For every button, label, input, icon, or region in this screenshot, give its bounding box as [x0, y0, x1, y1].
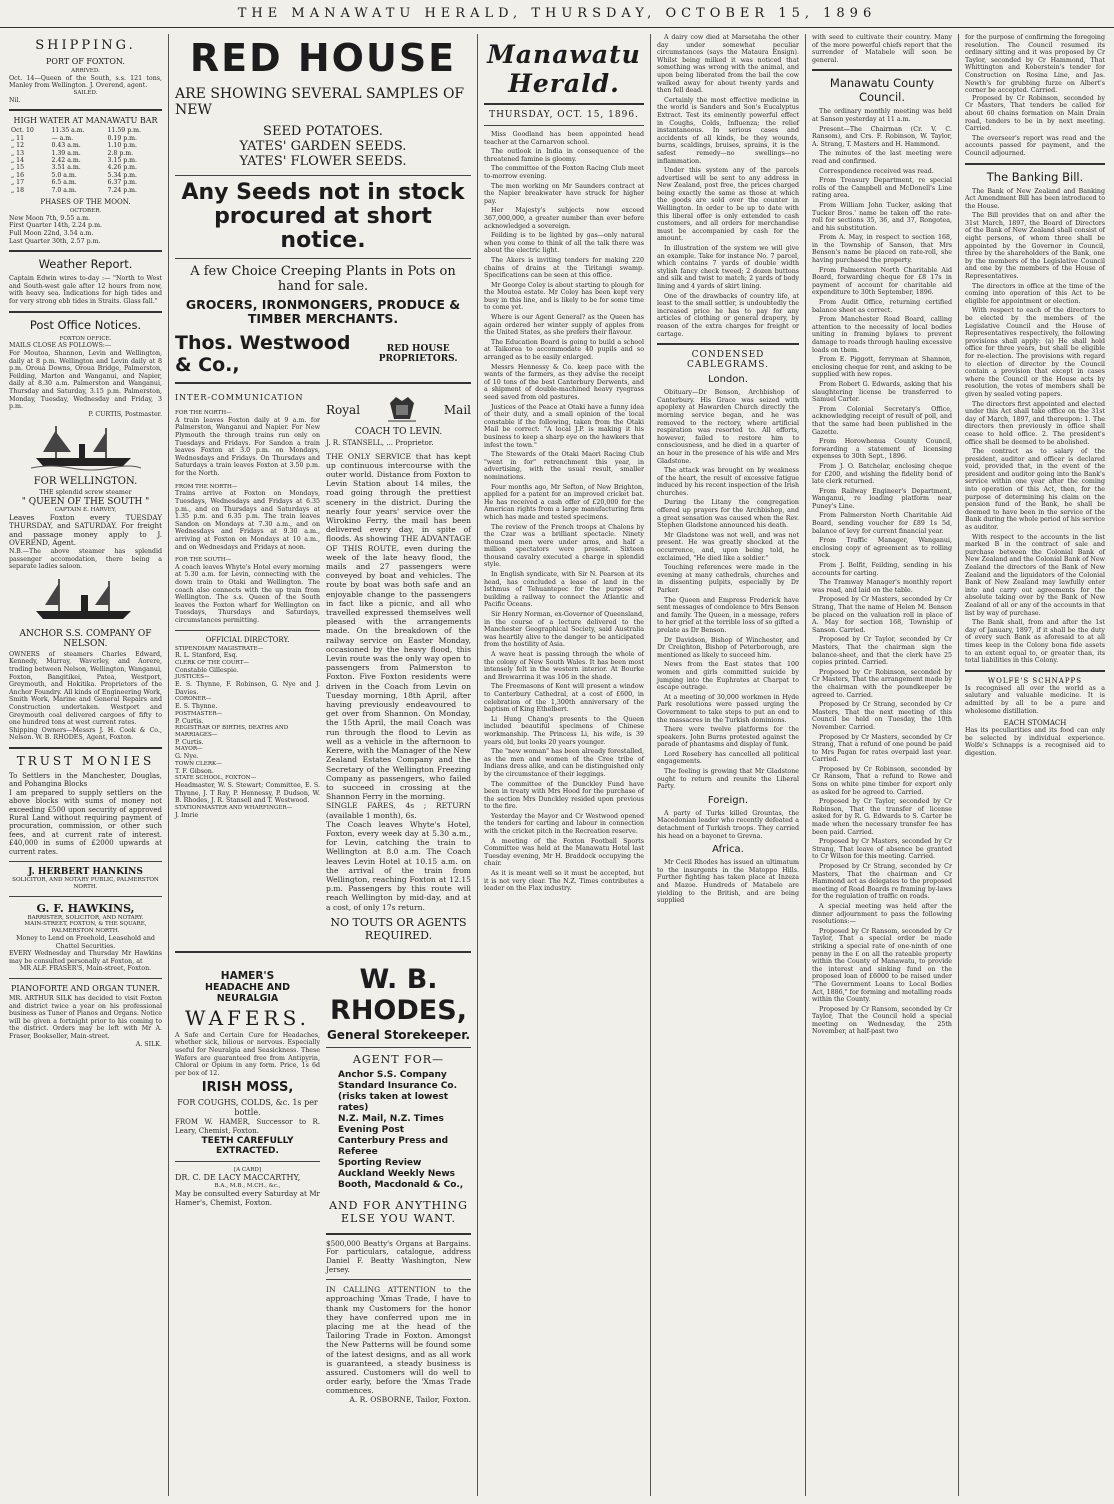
tide-cell: „ 16	[11, 171, 25, 179]
directory-label: CORONER—	[175, 696, 212, 703]
council-paragraph: From William John Tucker, asking that Tucker Bros.' name be taken off the rate-roll for sections 35, 36, and 37, Rongotea, and his substitution.	[812, 201, 952, 232]
from-north-text: Trains arrive at Foxton on Mondays, Tuesdays, Wednesdays and Fridays at 6.35 p.m., and on Thursdays and Saturdays at 1.35 p.m. and 6.35 p.m. The train leaves Sandon on Mondays at 7.30 a.m., and on Wednesdays and Fridays at 9.30 a.m., arriving at Foxton on Mondays at 10 a.m., and on Wednesdays and Fridays at noon.	[175, 490, 320, 551]
every-wednesday: EVERY Wednesday and Thursday Mr Hawkins may be consulted personally at Foxton, at	[9, 950, 162, 965]
teeth: TEETH CAREFULLY EXTRACTED.	[201, 1135, 294, 1156]
seed-line: YATES' GARDEN SEEDS.	[239, 139, 407, 154]
post-text: For Moutoa, Shannon, Levin and Wellington, daily at 8 p.m. Wellington and Levin daily at 8 p.m. Oroua Downs, Oroua Bridge, Palmerston, Feilding, Marton and Wanganui, and Napier, daily at 8.30 a.m. Palmerston and Wanganui, Thursday and Saturday, 3.15 p.m. Palmerston, Monday, Tuesday, Wednesday and Friday, 3 p.m.	[9, 349, 162, 411]
and-for-anything: AND FOR ANYTHING ELSE YOU WANT.	[329, 1198, 468, 1225]
agency-item: Booth, Macdonald & Co.,	[338, 1179, 464, 1190]
steamship-icon	[31, 575, 141, 625]
post-heading: Post Office Notices.	[29, 317, 142, 332]
news-paragraph: The committee of the Foxton Racing Club meet to-morrow evening.	[484, 165, 644, 180]
council-paragraph: Correspondence received was read.	[819, 167, 934, 175]
hankins-role: SOLICITOR, AND NOTARY PUBLIC, PALMERSTON NORTH.	[12, 877, 159, 890]
directory-value: Headmaster, W. S. Stewart; Committee, E. S. Thynne, J. T Ray, P. Hennessy, P. Dudson, W. B. Rhodes, J. R. Stansell and T. Westwood.	[175, 781, 320, 805]
moon-line: First Quarter 14th, 2.24 p.m.	[9, 222, 103, 230]
council-paragraph: From Traffic Manager, Wanganui, enclosing copy of agreement as to rolling stock.	[812, 537, 952, 560]
council-paragraph: Proposed by Cr Ransom, seconded by Cr Taylor, That the Council hold a special meeting on Wednesday, the 25th November, at half-past two	[812, 1005, 952, 1036]
steamer-intro: THE splendid screw steamer	[39, 489, 132, 497]
seed-line: YATES' FLOWER SEEDS.	[239, 154, 407, 169]
piano-sign: A. SILK.	[135, 1040, 162, 1048]
dr-text: May be consulted every Saturday at Mr Hamer's, Chemist, Foxton.	[175, 1189, 320, 1207]
council-paragraph: Proposed by Cr Robinson, seconded by Cr Masters, That the arrangement made by the chairman with the poundkeeper be agreed to. Carried.	[812, 668, 952, 699]
tide-cell: Oct. 10	[11, 127, 34, 135]
column-rule	[805, 34, 806, 1496]
council-paragraph: Proposed by Cr Masters, seconded by Cr Strang, That a refund of one pound be paid to Mrs Pagan for rates overpaid last year. Carried.	[812, 733, 952, 764]
agent-for: AGENT FOR—	[352, 1052, 445, 1066]
directory-value: R. L. Stanford, Esq.	[175, 652, 238, 660]
hamer-text: A Safe and Certain Cure for Headaches, whether sick, bilious or nervous. Especially useful for Neuralgia and Seasickness. These Wafers are guaranteed free from Antipyrin, Chloral or Opium in any form. Price, 1s 6d per box of 12.	[175, 1031, 320, 1077]
cable-paragraph: The feeling is growing that Mr Gladstone ought to return and reunite the Liberal Party.	[657, 768, 799, 791]
column-editorial	[479, 34, 649, 1496]
council-paragraph: From Railway Engineer's Department, Wanganui, re loading platform near Puney's Line.	[812, 487, 952, 510]
council-continued-paragraphs	[965, 95, 1105, 158]
dr-degrees: B.A., M.B., M.CH., &c.,	[214, 1183, 281, 1190]
column-rule	[168, 34, 169, 1496]
tide-cell: 11.59 p.m.	[107, 127, 141, 135]
news-paragraph: Four months ago, Mr Sefton, of New Brighton, applied for a patent for an improved cricket bat. He has received a cash offer of £20,000 for the American rights from a large manufacturing firm which has made and tested specimens.	[484, 483, 644, 521]
tide-cell: 3.51 a.m.	[51, 164, 81, 172]
news-paragraph: Yesterday the Mayor and Cr Westwood opened the tenders for carting and labour in connection with the cricket pitch in the Recreation reserve.	[484, 812, 644, 836]
tide-row	[9, 150, 162, 157]
trust-text: I am prepared to supply settlers on the above blocks with sums of money not exceeding £500 upon security of approved Rural Land without requiring payment of procuration, commission, or other such fees, and at current rate of interest. £40,000 in sums of £2000 upwards at current rates.	[9, 788, 162, 856]
cablegrams-heading: CONDENSED CABLEGRAMS.	[687, 350, 769, 371]
wolfe-text: Is recognised all over the world as a salutary and valuable medicine. It is admitted by all to be a pure and wholesome distillation.	[965, 684, 1105, 715]
council-paragraph: The ordinary monthly meeting was held at Sanson yesterday at 11 a.m.	[812, 108, 952, 123]
tide-cell: 2.42 a.m.	[51, 157, 81, 164]
tide-row	[9, 172, 162, 179]
tide-row	[9, 135, 162, 142]
news-paragraph: The men working on Mr Saunders contract at the Napier breakwater have struck for higher pay.	[484, 182, 644, 205]
steamer-text: Leaves Foxton every TUESDAY THURSDAY, and SATURDAY. For freight and passage money apply to J. OVEREND, Agent.	[9, 512, 162, 548]
column-rule	[477, 34, 478, 1496]
captain: CAPTAIN E. HARVEY,	[54, 506, 117, 513]
news-paragraph: The review of the French troops at Chalons by the Czar was a brilliant spectacle. Ninety thousand men were under arms, and half a million spectators were present. Sixteen thousand cavalry executed a charge in splendid style.	[484, 523, 644, 569]
council-paragraph: From Robert G. Edwards, asking that his slaughtering license be transferred to Samuel Carter.	[812, 380, 952, 404]
agency-item: Standard Insurance Co. (risks taken at lowest rates)	[338, 1080, 458, 1113]
tide-cell: „ 12	[11, 142, 25, 150]
tide-row	[9, 157, 162, 164]
council-paragraph: The minutes of the last meeting were read and confirmed.	[812, 150, 952, 165]
tide-cell: „ 15	[11, 164, 25, 172]
cable-paragraph: Lord Rosebery has cancelled all political engagements.	[657, 750, 799, 766]
news-paragraph: The committee of the Dunckley Fund have been in treaty with Mrs Hood for the purchase of the section Mrs Dunckley resided upon previous to the fire.	[484, 780, 644, 811]
mails-close: MAILS CLOSE AS FOLLOWS:—	[9, 342, 112, 350]
north-text: A train leaves Foxton daily at 9 a.m. for Palmerston, Wanganui and Napier. For New Plymouth the through trains run only on Tuesdays and Fridays. For Sandon a train leaves Foxton at 3.0 p.m. on Mondays, Wednesdays and Fridays. On Thursdays and Saturdays a train leaves Foxton at 3.50 p.m. for the North.	[175, 416, 320, 477]
column-advertisements	[170, 34, 476, 1496]
council-paragraph: From Audit Office, returning certified balance sheet as correct.	[812, 299, 952, 314]
column-news	[652, 34, 804, 1496]
each-stomach: EACH STOMACH	[1003, 719, 1067, 728]
shipping-heading: SHIPPING.	[35, 38, 136, 53]
hawkins-role: BARRISTER, SOLICITOR, AND NOTARY.	[27, 914, 144, 921]
irish-moss: IRISH MOSS,	[201, 1080, 294, 1096]
banking-paragraph: The directors first appointed and elected under this Act shall take office on the 31st day of March, 1897, and thereupon: 1. The directors then previously in office shall cease to hold office. 2. The president's office shall be deemed to be abolished.	[965, 400, 1105, 446]
arrived-text: Oct. 14—Queen of the South, s.s. 121 tons, Manley from Wellington. J. Overend, agent.	[9, 74, 162, 90]
column-council	[807, 34, 957, 1496]
piano-heading: PIANOFORTE AND ORGAN TUNER.	[10, 984, 161, 993]
news-paragraph: Mr George Coley is about starting to plough for the Moutoa estate. Mr Coley has been kept very busy in this line, and is likely to be for some time to come yet.	[484, 281, 644, 312]
cable-paragraph: There were twelve platforms for the speakers. John Burns protested against the parade of phantasms and display of funk.	[657, 726, 799, 749]
weather-text: Captain Edwin wires to-day :— "North to West and South-west gale after 12 hours from now, with heavy sea. Indications for high tides and for very strong ebb tides in Straits. Glass fall."	[9, 275, 162, 305]
council-paragraph: Proposed by Cr Strang, seconded by Cr Masters, That the next meeting of this Council be held on Tuesday, the 10th November. Carried.	[812, 701, 952, 731]
post-office: FOXTON OFFICE.	[59, 335, 112, 342]
anchor-owners: Shipping Owners—Messrs J. H. Cook & Co., Nelson. W. B. RHODES, Agent, Foxton.	[9, 726, 162, 742]
news-paragraph: The Stewards of the Otaki Maori Racing Club "went in for" retrenchment this year, in advertising, with the usual result, smaller nominations.	[484, 451, 644, 481]
grocers: GROCERS, IRONMONGERS, PRODUCE & TIMBER MERCHANTS.	[185, 297, 461, 326]
steamship-icon	[31, 422, 141, 472]
paper-title: Manawatu Herald.	[487, 40, 641, 98]
tide-cell: 0.43 a.m.	[51, 142, 81, 150]
card-label: [A CARD]	[233, 1166, 262, 1173]
tide-cell: 4.26 p.m.	[107, 164, 138, 172]
tide-table	[9, 127, 162, 194]
directory-label: STATE SCHOOL, FOXTON—	[175, 775, 257, 782]
tide-cell: 3.15 p.m.	[107, 157, 138, 164]
south-text: A coach leaves Whyte's Hotel every morning at 5.30 a.m. for Levin, connecting with the down train to Otaki and Wellington. The coach also connects with the up train from Wellington. The s.s. Queen of the South leaves the Foxton wharf for Wellington on Tuesdays, Thursdays and Saturdays, circumstances permitting.	[175, 563, 320, 625]
news-paragraph: A wave heat is passing through the whole of the colony of New South Wales. It has been most intensely felt in the western interior. At Bourke and Brewarrina it was 106 in the shade.	[484, 651, 644, 681]
council-paragraph: From Horowhenua County Council, forwarding a statement of licensing expenses to 30th Sept., 1896.	[812, 438, 952, 461]
news-paragraph: Her Majesty's subjects now exceed 367,000,000, a greater number than ever before acknowledged a sovereign.	[484, 207, 644, 230]
council-paragraph: From J. O. Batchelar, enclosing cheque for £200, and wishing the fidelity bond of late clerk returned.	[812, 462, 952, 486]
trust-heading: TRUST MONIES	[16, 753, 155, 768]
mail-label: Mail	[443, 403, 471, 417]
council-paragraph: Proposed by Cr Taylor, seconded by Cr Robinson, That the transfer of license asked for by R. G. Edwards to S. Carter be made when the necessary transfer fee has been paid. Carried.	[812, 798, 952, 836]
moon-line: New Moon 7th, 9.55 a.m.	[9, 214, 91, 222]
moon-lines	[9, 215, 162, 245]
council-paragraph: Proposed by Cr Robinson, seconded by Cr Masters, That tenders be called for about 60 chains formation on Main Drain road, tenders to be in by next meeting. Carried.	[965, 94, 1105, 133]
cable-paragraph: The attack was brought on by weakness of the heart, the result of excessive fatigue induced by his recent inspection of the Irish churches.	[657, 467, 799, 497]
directory-heading: OFFICIAL DIRECTORY.	[205, 635, 290, 644]
news-paragraph: The Freemasons of Kent will present a window to Canterbury Cathedral, at a cost of £600, in celebration of the 1,300th anniversary of the baptism of King Ethelbert.	[484, 683, 644, 714]
news-paragraph: The outlook in India in consequence of the threatened famine is gloomy.	[484, 148, 644, 163]
agency-item: Anchor S.S. Company	[338, 1069, 447, 1080]
sailed-label: SAILED.	[73, 89, 98, 96]
news-paragraphs	[657, 34, 799, 338]
news-paragraph: The Akers is inviting tenders for making 220 chains of drains at the Tiritangi swamp. Specifications can be seen at this office.	[484, 256, 644, 280]
tide-cell: 6.5 a.m.	[51, 179, 77, 187]
sailed-text: Nil.	[9, 96, 21, 104]
rhodes-title: W. B. RHODES,	[330, 963, 467, 1026]
directory-label: CLERK OF THE COURT—	[175, 660, 249, 667]
for-north-label: FOR THE NORTH—	[175, 410, 232, 416]
council-paragraph: From Colonial Secretary's Office, acknowledging receipt of result of poll, and that the same had been published in the Gazette.	[812, 405, 952, 436]
from-north-label: FROM THE NORTH—	[175, 483, 238, 490]
news-paragraph: Feilding is to be lighted by gas—only natural when you come to think of all the talk there was about the electric light.	[484, 232, 644, 255]
anchor-text: OWNERS of steamers Charles Edward, Kennedy, Murray, Waverley, and Aorere, trading between Nelson, Wellington, Wanganui, Foxton, Bangitikei, Patea, Westport, Greymouth, and Hokitika. Proprietors of the Anchor Foundry. All kinds of Engineering Work, Smith Work, Marine and General Repairs and Construction undertaken. Westport and Greymouth coal delivered cargoes of fifty to one hundred tons at west current rates.	[9, 650, 162, 727]
hamer-from: FROM W. HAMER, Successor to R. Leary, Chemist, Foxton.	[175, 1118, 320, 1135]
each-text: Has its peculiarities and its food can only be selected by individual experience. Wolfe's Schnapps is a recognised aid to digestion.	[965, 727, 1105, 757]
tide-cell: „ 17	[11, 179, 25, 187]
news-paragraph: Justices of the Peace at Otaki have a funny idea of their duty, and a small opinion of the local constable if the following, taken from the Otaki Mail be correct: "A local J.P. is making it his business to keep a sharp eye on the hawkers that infest the town."	[484, 403, 644, 449]
hankins-name: J. HERBERT HANKINS	[28, 867, 143, 878]
banking-paragraph: With respect to each of the directors to be elected by the members of the Legislative Council and the House of Representatives respectively, the following provisions shall apply: (a) He shall hold office for three years, but shall be eligible for re-election. The provisions with regard to election of director by the Council contain a provision that except in cases where the Council or the House acts by resolution, the votes of members shall be given by sealed voting papers.	[965, 307, 1105, 398]
steamer-nb: N.B.—The above steamer has splendid passenger accomodation, there being a separate ladies saloon.	[9, 548, 162, 571]
directory-value: P. Curtis.	[175, 738, 204, 746]
royal-mail-header	[326, 395, 471, 425]
banking-paragraph: The Bank of New Zealand and Banking Act Amendment Bill has been introduced to the House.	[965, 187, 1105, 210]
directory-value: E. S. Thynne, F. Robinson, G. Nye and J. Davies.	[175, 681, 320, 696]
local-news	[484, 131, 644, 893]
tide-cell: 11.35 a.m.	[51, 127, 85, 135]
tide-cell: 6.37 p.m.	[107, 179, 138, 187]
news-paragraph: The Education Board is going to build a school at Taikorea to accommodate 40 pupils and so arranged as to be easily enlarged.	[484, 338, 644, 362]
council-continued: for the purpose of confirming the foregoing resolution. The Council resumed its ordinary sitting and it was proposed by Cr Taylor, seconded by Cr Hammond, That Whittington and Koberstein's tender for Construction on Rosina Line, and Jas. Newth's for grubbing furze on Albert's corner be accepted. Carried.	[965, 34, 1105, 95]
council-heading: Manawatu County Council.	[829, 76, 935, 105]
council-paragraph: Proposed by Cr Ransom, seconded by Cr Taylor, That a special order be made striking a special rate of one-ninth of one penny in the £ on all the rateable property within the County of Manawatu, to provide the interest and sinking fund on the proposed loan of £6000 to be raised under "The Government Loans to Local Bodies Act, 1886," for forming and metalling roads within the County.	[812, 927, 952, 1004]
any-seeds: Any Seeds not in stock procured at short notice.	[181, 180, 465, 253]
news-paragraph: In English syndicate, with Sir N. Pearson at its head, has concluded a lease of land in the Isthmus of Tehuantepec for the purpose of building a railway to connect the Atlantic and Pacific Oceans.	[484, 571, 644, 609]
tide-cell: 7.24 p.m.	[107, 186, 138, 194]
foreign-heading: Foreign.	[707, 794, 749, 806]
directory-value: P. Curtis.	[175, 717, 204, 725]
seed-line: SEED POTATOES.	[263, 124, 383, 139]
directory-label: STATIONMASTER AND WHARFINGER—	[175, 804, 293, 811]
agency-item: N.Z. Mail, N.Z. Times	[338, 1113, 444, 1124]
agency-item: Sporting Review	[338, 1157, 422, 1168]
directory-value: J. Imrie	[175, 811, 199, 819]
piano-text: MR. ARTHUR SILK has decided to visit Foxton and district twice a year on his professional business as Tuner of Pianos and Organs. Notice will be given a fortnight prior to his coming to the district. Orders may be left with Mr A. Fraser, Bookseller, Main-street.	[9, 995, 163, 1040]
news-paragraph: As it is meant well so it must be accepted, but it is not very clear. The N.Z. Times contributes a leader on the Flax industry.	[484, 870, 644, 893]
council-paragraph: From Treasury Department, re special rolls of the Campbell and McDonell's Line rating area.	[812, 177, 952, 200]
agency-list	[326, 1070, 471, 1191]
moon-line: Last Quarter 30th, 2.57 p.m.	[9, 237, 101, 245]
osborne-text: IN CALLING ATTENTION to the approaching 'Xmas Trade, I have to thank my Customers for the honor they have conferred upon me in placing me at the head of the Tailoring Trade in Foxton. Amongst the New Patterns will be found some of the latest designs, and as all work is guaranteed, a steady business is assured. Customers will do well to order early, before the 'Xmas Trade commences.	[326, 1285, 471, 1396]
wolfe-title: WOLFE'S SCHNAPPS	[987, 676, 1083, 685]
westwood-name: Thos. Westwood & Co.,	[175, 332, 351, 376]
africa-heading: Africa.	[712, 844, 744, 856]
agency-item: Auckland Weekly News	[338, 1168, 456, 1179]
directory-value: T. F. Gibson.	[175, 767, 214, 775]
council-paragraph: The Tramway Manager's monthly report was read, and laid on the table.	[812, 579, 952, 594]
council-paragraph: Proposed by Cr Robinson, seconded by Cr Ransom, That a refund to Rowe and Sons on white pine timber for export only as asked for be agreed to. Carried.	[812, 765, 952, 796]
directory-value: Constable Gillespie.	[175, 666, 239, 674]
council-paragraph: Proposed by Cr Masters, seconded by Cr Strang, That leave of absence be granted to Cr Wilson for this meeting. Carried.	[812, 838, 952, 861]
tide-cell: „ 13	[11, 149, 25, 157]
directory-label: STIPENDIARY MAGISTRATE—	[175, 645, 264, 652]
tide-row	[9, 164, 162, 171]
inter-heading: INTER-COMMUNICATION	[175, 393, 304, 402]
tide-cell: — a.m.	[51, 134, 74, 142]
weather-heading: Weather Report.	[38, 257, 133, 272]
tide-cell: 0.19 p.m.	[107, 134, 138, 142]
official-directory	[175, 646, 320, 819]
directory-label: JUSTICES—	[175, 674, 210, 681]
wafers-title: WAFERS.	[185, 1005, 310, 1030]
anchor-heading: ANCHOR S.S. COMPANY OF NELSON.	[19, 628, 152, 649]
cable-paragraph: News from the East states that 100 women and girls committed suicide by jumping into the Euphrates at Charpat to escape outrage.	[657, 661, 799, 692]
steamer-name: " QUEEN OF THE SOUTH "	[21, 496, 150, 507]
tide-row	[9, 187, 162, 194]
dr-name: DR. C. DE LACY MACCARTHY,	[175, 1173, 301, 1183]
tide-row	[9, 127, 162, 134]
council-paragraph: Proposed by Cr Taylor, seconded by Cr Masters, That the chairman sign the balance-sheet, and that the clerk have 25 copies printed. Carried.	[812, 636, 952, 667]
news-paragraph: Under this system any of the parcels advertised will be sent to any address in New Zealand, post free, the prices charged being exactly the same as those at which the goods are sold over the counter in Wellington. In order to be up to date with this liberal offer is only extended to cash customers, and all orders for merchandise must be accompanied by cash for the amount.	[657, 167, 799, 243]
news-paragraph: Li Hung Chang's presents to the Queen included beautiful specimens of Chinese workmanship. The Princess Li, his wife, is 39 years old, but looks 20 years younger.	[484, 715, 644, 746]
banking-paragraph: The contract as to salary of the president, auditor and officer is declared void, provided that, in the event of the president and auditor going into the Bank's service within one year after the coming into operation of this Act, then, for the purpose of determining his claim on the pension fund of the Bank, he shall be deemed to have been in the service of the Bank during the whole period of his service as auditor.	[965, 448, 1105, 532]
tide-cell: „ 18	[11, 186, 25, 194]
hamer-title: HAMER'S	[220, 969, 275, 982]
council-paragraph: Present—The Chairman (Cr. V. C. Ransom), and Crs. F. Robinson, W. Taylor, A. Strang, T. Masters and H. Hammond.	[812, 125, 952, 148]
news-paragraph: A meeting of the Foxton Football Sports Committee was held at the Manawatu Hotel last Tuesday evening, Mr H. Braddock occupying the chair.	[484, 837, 644, 868]
fares: SINGLE FARES, 4s ; RETURN (available 1 month), 6s.	[326, 801, 471, 820]
coach-text: THE ONLY SERVICE that has kept up continuous intercourse with the outer world. Distance from Foxton to Levin Station about 14 miles, the road going through the prettiest scenery in the district. During the nearly four years' service over the Wirokino Ferry, the mail has been delivered every day, in spite of floods. As showing THE ADVANTAGE OF THIS ROUTE, even during the week of the late heavy flood, the mails and 27 passengers were conveyed by boat and vehicles. The route by boat was both safe and an enjoyable change to the passengers in fact like a picnic, and all who travelled expressed themselves well pleased with the arrangements made. On the breakdown of the railway service on Easter Monday, occasioned by the heavy flood, this Levin route was the only way open to passengers from Palmerston to Foxton. Five Foxton residents were driven in the Coach from Levin on Tuesday morning, 18th April, after having previously endeavoured to get over from Shannon. On Monday, the 15th April, the mail Coach was run through the flood to Levin as well as a vehicle in the afternoon to Kerere, with the Manager of the New Zealand Estates Company and the Secretary of the Wellington Freezing Company as passengers, who failed to succeed in crossing at the Shannon Ferry in the morning.	[326, 451, 471, 802]
fraser: MR ALF. FRASER'S, Main-street, Foxton.	[19, 965, 152, 973]
agency-item: Evening Post	[338, 1124, 405, 1135]
news-paragraph: A dairy cow died at Marsetaha the other day under somewhat peculiar circumstances (says the Mataura Ensign). Whilst being milked it was noticed that something was wrong with the animal, and upon being liberated from the bail the cow walked away for about twenty yards and then fell dead.	[657, 34, 799, 95]
coach-text-2: The Coach leaves Whyte's Hotel, Foxton, every week day at 5.30 a.m., for Levin, catching the train to Wellington at 8.0 a.m. The Coach leaves Levin Hotel at 10.15 a.m. on the arrival of the train from Wellington, reaching Foxton at 12.15 p.m. Passengers by this route will reach Wellington by mid-day, and at a cost, of only 17s return.	[326, 819, 471, 912]
high-water-heading: HIGH WATER AT MANAWATU BAR	[13, 116, 158, 126]
tide-cell: „ 11	[11, 134, 25, 142]
directory-label: MAYOR—	[175, 746, 203, 753]
news-paragraph: Where is our Agent General? as the Queen has again ordered her winter supply of apples from the United States, as she prefers their flavour.	[484, 314, 644, 337]
cable-paragraph: Touching references were made in the evening at many cathedrals, churches and in dissenting pulpits, especially by Dr Parker.	[657, 564, 799, 594]
port-heading: PORT OF FOXTON.	[46, 57, 125, 66]
news-paragraph: Miss Goodland has been appointed head teacher at the Carnarvon school.	[484, 131, 644, 146]
news-paragraph: One of the drawbacks of country life, at least to the small settler, is undoubtedly the increased price he has to pay for any articles of clothing or general drapery, by reason of the extra charges for freight or cartage.	[657, 292, 799, 338]
irish-for: FOR COUGHS, COLDS, &c. 1s per bottle.	[177, 1098, 318, 1118]
council-paragraph: From Manchester Road Board, calling attention to the necessity of local bodies uniting in framing bylaws to prevent damage to roads through hauling excessive loads on them.	[812, 316, 952, 354]
moon-line: Full Moon 22nd, 3.54 a.m.	[9, 230, 94, 238]
news-paragraph: In illustration of the system we will give an example. Take for instance No. 7 parcel, which contains 7 yards of double width stylish fancy check tweed; 2 dozen buttons and silk and twist to match; 2 yards of body lining and 4 yards of skirt lining.	[657, 245, 799, 290]
banking-paragraph: The Bank shall, from and after the 1st day of January, 1897, if it shall be the duty of every such Bank as aforesaid to at all times keep in the Colony bona fide assets to an extent equal to, or greater than, its total liabilities in this Colony.	[965, 619, 1105, 665]
cable-paragraph: Mr Gladstone was not well, and was not present. He was greatly shocked at the occurrence, and, upon being told, he exclaimed, "He died like a soldier."	[657, 531, 799, 562]
agency-item: Canterbury Press and Referee	[338, 1135, 449, 1157]
moon-month: OCTOBER.	[69, 208, 102, 215]
showing-text: ARE SHOWING SEVERAL SAMPLES OF NEW	[175, 86, 465, 118]
storekeeper: General Storekeeper.	[326, 1027, 471, 1042]
post-sign: P. CURTIS, Postmaster.	[88, 410, 162, 418]
hamer-sub: HEADACHE AND NEURALGIA	[205, 981, 290, 1004]
tide-row	[9, 179, 162, 186]
no-touts: NO TOUTS OR AGENTS REQUIRED.	[330, 915, 467, 942]
directory-label: TOWN CLERK—	[175, 760, 222, 767]
stansell: J. R. STANSELL, ... Proprietor.	[326, 439, 434, 447]
cable-paragraph: Obituary—Dr Benson, Archbishop of Canterbury. His Grace was seized with apoplexy at Hawarden Church directly the morning service began, and he was removed to the rectory, where artificial respiration was resorted to. All efforts, however, failed to restore him to consciousness, and he died in a quarter of an hour in the presence of his wife and Mrs Gladstone.	[657, 389, 799, 465]
matabele-text: with seed to cultivate their country. Many of the more powerful chiefs report that the surrender of Matabele will soon be general.	[812, 34, 952, 64]
directory-value: E. S. Thynne.	[175, 703, 218, 711]
cable-paragraph: The Queen and Empress Frederick have sent messages of condolence to Mrs Benson and family. The Queen, in a message, refers to her grief at the terrible loss of so gifted a prelate as Dr Benson.	[657, 596, 799, 634]
hawkins-name: G. F. HAWKINS,	[36, 901, 135, 915]
westwood-block	[175, 332, 471, 376]
hawkins-addr: MAIN-STREET, FOXTON, & THE SQUARE, PALMERSTON NORTH.	[24, 921, 147, 935]
cable-paragraph: During the Litany the congregation offered up prayers for the Archbishop, and a great sensation was caused when the Rev. Stephen Gladstone announced his death.	[657, 499, 799, 530]
tide-cell: 1.39 a.m.	[51, 149, 81, 157]
council-paragraph: From Palmerston North Charitable Aid Board, sending voucher for £89 1s 5d, balance of levy for current financial year.	[812, 512, 952, 535]
masthead: THE MANAWATU HERALD, THURSDAY, OCTOBER 15, 1896	[0, 6, 1114, 28]
for-south-label: FOR THE SOUTH—	[175, 557, 232, 564]
royal-crest-icon	[384, 395, 420, 425]
news-paragraph: The "new woman" has been already forestalled, as the men and women of the Cree tribe of Indians dress alike, and can be distinguished only by the circumstance of their leggings.	[484, 748, 644, 778]
column-shipping	[4, 34, 167, 1496]
arrived-label: ARRIVED.	[71, 68, 100, 74]
council-paragraph: From E. Piggott, ferryman at Shannon, enclosing cheque for rent, and asking to be supplied with new ropes.	[812, 356, 952, 379]
westwood-prop: RED HOUSE PROPRIETORS.	[378, 344, 458, 364]
banking-paragraphs	[965, 188, 1105, 665]
africa-text: Mr Cecil Rhodes has issued an ultimatum to the insurgents in the Matoppo Hills. Further fighting has taken place at Inzeza and Mazoe. Hundreds of Matabele are yielding to the British, and are being supplied	[657, 859, 799, 905]
council-paragraph: From Palmerston North Charitable Aid Board, forwarding cheque for £8 17s in payment of account for charitable aid expenditure to 30th September, 1896.	[812, 266, 952, 297]
cable-paragraph: At a meeting of 30,000 workmen in Hyde Park resolutions were passed urging the Government to take steps to put an end to the massacres in the Turkish dominions.	[657, 693, 799, 724]
organs-ad: $500,000 Beatty's Organs at Bargains. For particulars, catalogue, address Daniel F. Beatty Washington, New Jersey.	[326, 1238, 471, 1274]
moon-heading: PHASES OF THE MOON.	[40, 198, 131, 207]
news-paragraph: Sir Henry Norman, ex-Governor of Queensland, in the course of a lecture delivered to the Manchester Geographical Society, said Australia was heartily alive to the danger to be anticipated from the hostility of Asia.	[484, 611, 644, 649]
column-banking	[960, 34, 1110, 1496]
for-wellington: FOR WELLINGTON.	[33, 476, 138, 488]
tide-cell: „ 14	[11, 157, 25, 164]
banking-heading: The Banking Bill.	[986, 169, 1084, 184]
issue-date: THURSDAY, OCT. 15, 1896.	[489, 110, 639, 120]
column-rule	[958, 34, 959, 1496]
directory-label: REGISTRAR OF BIRTHS, DEATHS AND MARRIAGES—	[175, 725, 289, 738]
council-paragraphs	[812, 108, 952, 1036]
cable-paragraphs	[657, 389, 799, 791]
tide-cell: 5.0 a.m.	[51, 171, 77, 179]
creeping-plants: A few Choice Creeping Plants in Pots on hand for sale.	[190, 264, 456, 294]
council-paragraph: A special meeting was held after the dinner adjournment to pass the following resolutions:—	[812, 902, 952, 926]
tide-cell: 1.10 p.m.	[107, 142, 138, 150]
banking-paragraph: The directors in office at the time of the coming into operation of this Act to be eligible for appointment or election.	[965, 282, 1105, 305]
london-heading: London.	[708, 374, 748, 386]
tide-cell: 5.34 p.m.	[107, 171, 138, 179]
royal-label: Royal	[326, 403, 361, 417]
directory-label: POSTMASTER—	[175, 710, 223, 717]
news-paragraph: Certainly the most effective medicine in the world is Sanders and Son's Eucalyptus Extract. Test its eminently powerful effect in Coughs, Colds, Influenza; the relief instantaneous. In serious cases and accidents of all kinds, be they wounds, burns, scaldings, bruises, sprains, it is the safest remedy—no swellings—no inflammation.	[657, 96, 799, 165]
column-rule	[650, 34, 651, 1496]
foreign-text: A party of Turks killed Grountas, the Macedonian leader who recently defeated a detachment of Turkish troops. They carried his head on a bayonet to Grevna.	[657, 809, 799, 840]
tide-cell: 7.0 a.m.	[51, 186, 77, 194]
council-paragraph: The overseer's report was read and the accounts passed for payment, and the Council adjourned.	[965, 134, 1105, 157]
news-paragraph: Messrs Hennessy & Co. keep pace with the wants of the farmers, as they advise the receipt of 10 tons of the best Canterbury Derwents, and a shipment of double-machined heavy ryegrass seed saved from old pastures.	[484, 363, 644, 401]
tide-row	[9, 142, 162, 149]
banking-paragraph: With respect to the accounts in the list marked B in the contract of sale and purchase between the Colonial Bank of New Zealand and the Colonial Bank of New Zealand the directors of the Bank of New Zealand and the liquidators of the Colonial Bank of New Zealand may lawfully enter into and carry out agreements for the absolute taking over by the Bank of New Zealand of all or any of the accounts in that list by way of purchase.	[965, 533, 1105, 617]
coach-title: COACH TO LEVIN.	[354, 427, 443, 437]
council-paragraph: From J. Belfit, Feilding, sending in his accounts for carting.	[812, 562, 952, 577]
hawkins-text: Money to Lend on Freehold, Leasehold and Chattel Securities.	[16, 935, 155, 950]
council-paragraph: Proposed by Cr Strang, seconded by Cr Masters, That the chairman and Cr Hammond act as delegates to the proposed meeting of Road Boards re framing by-laws for the regulation of traffic on roads.	[812, 863, 952, 901]
red-house-title: RED HOUSE	[189, 36, 457, 80]
council-paragraph: Proposed by Cr Masters, seconded by Cr Strang, That the name of Helen M. Benson be placed on the valuation roll in place of A. May for section 168, Township of Sanson. Carried.	[812, 596, 952, 634]
cable-paragraph: Dr Davidson, Bishop of Winchester, and Dr Creighton, Bishop of Peterborough, are mentioned as likely to succeed him.	[657, 636, 799, 659]
trust-sub: To Settlers in the Manchester, Douglas, and Pohangina Blocks	[9, 771, 162, 789]
directory-value: G. Nye.	[175, 753, 199, 761]
tide-cell: 2.8 p.m.	[107, 149, 134, 157]
council-paragraph: From A. May, in respect to section 168, in the Township of Sanson, that Mrs Benson's name be placed on rate-roll, she having purchased the property.	[812, 234, 952, 265]
osborne-sign: A. R. OSBORNE, Tailor, Foxton.	[349, 1394, 471, 1404]
seed-lines	[175, 124, 471, 169]
banking-paragraph: The Bill provides that on and after the 31st March, 1897, the Board of Directors of the Bank of New Zealand shall consist of eight persons, of whom three shall be appointed by the Governor in Council, three by the shareholders of the Bank, one by the members of the Legislative Council and one by the members of the House of Representatives.	[965, 212, 1105, 281]
